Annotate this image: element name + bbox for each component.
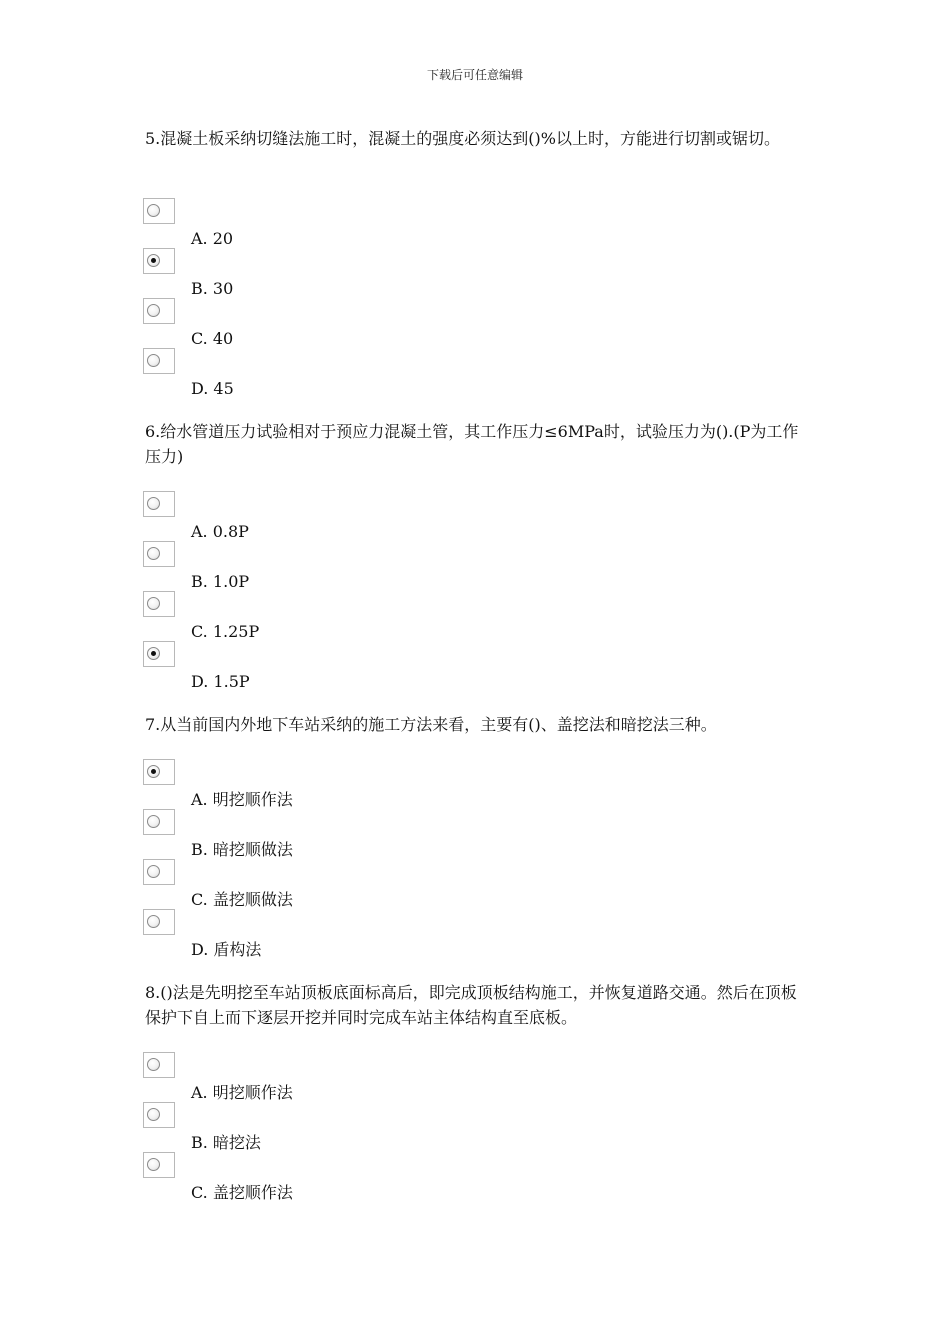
radio-unchecked-icon	[147, 1058, 160, 1071]
option-label-b: B. 暗挖顺做法	[191, 840, 293, 859]
question-5	[145, 126, 810, 398]
radio-unchecked-icon	[147, 597, 160, 610]
option-label-a: A. 20	[191, 229, 234, 248]
option-label-a: A. 明挖顺作法	[191, 1083, 293, 1102]
option-label-c: C. 1.25P	[191, 622, 260, 641]
question-text: 8.()法是先明挖至车站顶板底面标高后，即完成顶板结构施工，并恢复道路交通。然后在顶板保护下自上而下逐层开挖并同时完成车站主体结构直至底板。	[145, 983, 797, 1027]
option-label-b: B. 1.0P	[191, 572, 250, 591]
radio-unchecked-icon	[147, 204, 160, 217]
option-label-c: C. 盖挖顺做法	[191, 890, 293, 909]
option-label-d: D. 45	[191, 379, 234, 398]
radio-unchecked-icon	[147, 915, 160, 928]
radio-option-c[interactable]	[143, 1152, 175, 1178]
option-label-d: D. 1.5P	[191, 672, 250, 691]
radio-option-b[interactable]	[143, 809, 175, 835]
radio-option-b[interactable]	[143, 248, 175, 274]
radio-option-d[interactable]	[143, 909, 175, 935]
radio-unchecked-icon	[147, 1108, 160, 1121]
radio-option-c[interactable]	[143, 591, 175, 617]
radio-option-b[interactable]	[143, 541, 175, 567]
radio-checked-icon	[147, 765, 160, 778]
option-label-b: B. 暗挖法	[191, 1133, 261, 1152]
radio-checked-icon	[147, 647, 160, 660]
radio-option-a[interactable]	[143, 491, 175, 517]
question-text: 6.给水管道压力试验相对于预应力混凝土管，其工作压力≤6MPa时，试验压力为().(P为工作压力)	[145, 422, 799, 466]
question-text: 7.从当前国内外地下车站采纳的施工方法来看，主要有()、盖挖法和暗挖法三种。	[145, 715, 717, 734]
radio-option-a[interactable]	[143, 1052, 175, 1078]
radio-option-b[interactable]	[143, 1102, 175, 1128]
option-label-b: B. 30	[191, 279, 234, 298]
radio-option-c[interactable]	[143, 298, 175, 324]
radio-unchecked-icon	[147, 815, 160, 828]
radio-unchecked-icon	[147, 547, 160, 560]
question-6	[145, 419, 810, 691]
option-label-c: C. 盖挖顺作法	[191, 1183, 293, 1202]
radio-option-a[interactable]	[143, 759, 175, 785]
option-label-d: D. 盾构法	[191, 940, 262, 959]
page-header: 下载后可任意编辑	[426, 68, 523, 82]
radio-option-a[interactable]	[143, 198, 175, 224]
radio-unchecked-icon	[147, 497, 160, 510]
option-label-a: A. 明挖顺作法	[191, 790, 293, 809]
radio-option-c[interactable]	[143, 859, 175, 885]
radio-option-d[interactable]	[143, 348, 175, 374]
radio-option-d[interactable]	[143, 641, 175, 667]
question-text: 5.混凝土板采纳切缝法施工时，混凝土的强度必须达到()%以上时，方能进行切割或锯切。	[145, 129, 780, 148]
option-label-c: C. 40	[191, 329, 234, 348]
radio-unchecked-icon	[147, 1158, 160, 1171]
radio-unchecked-icon	[147, 865, 160, 878]
radio-unchecked-icon	[147, 354, 160, 367]
radio-checked-icon	[147, 254, 160, 267]
radio-unchecked-icon	[147, 304, 160, 317]
option-label-a: A. 0.8P	[191, 522, 249, 541]
question-8	[145, 980, 810, 1202]
question-7	[145, 712, 810, 959]
